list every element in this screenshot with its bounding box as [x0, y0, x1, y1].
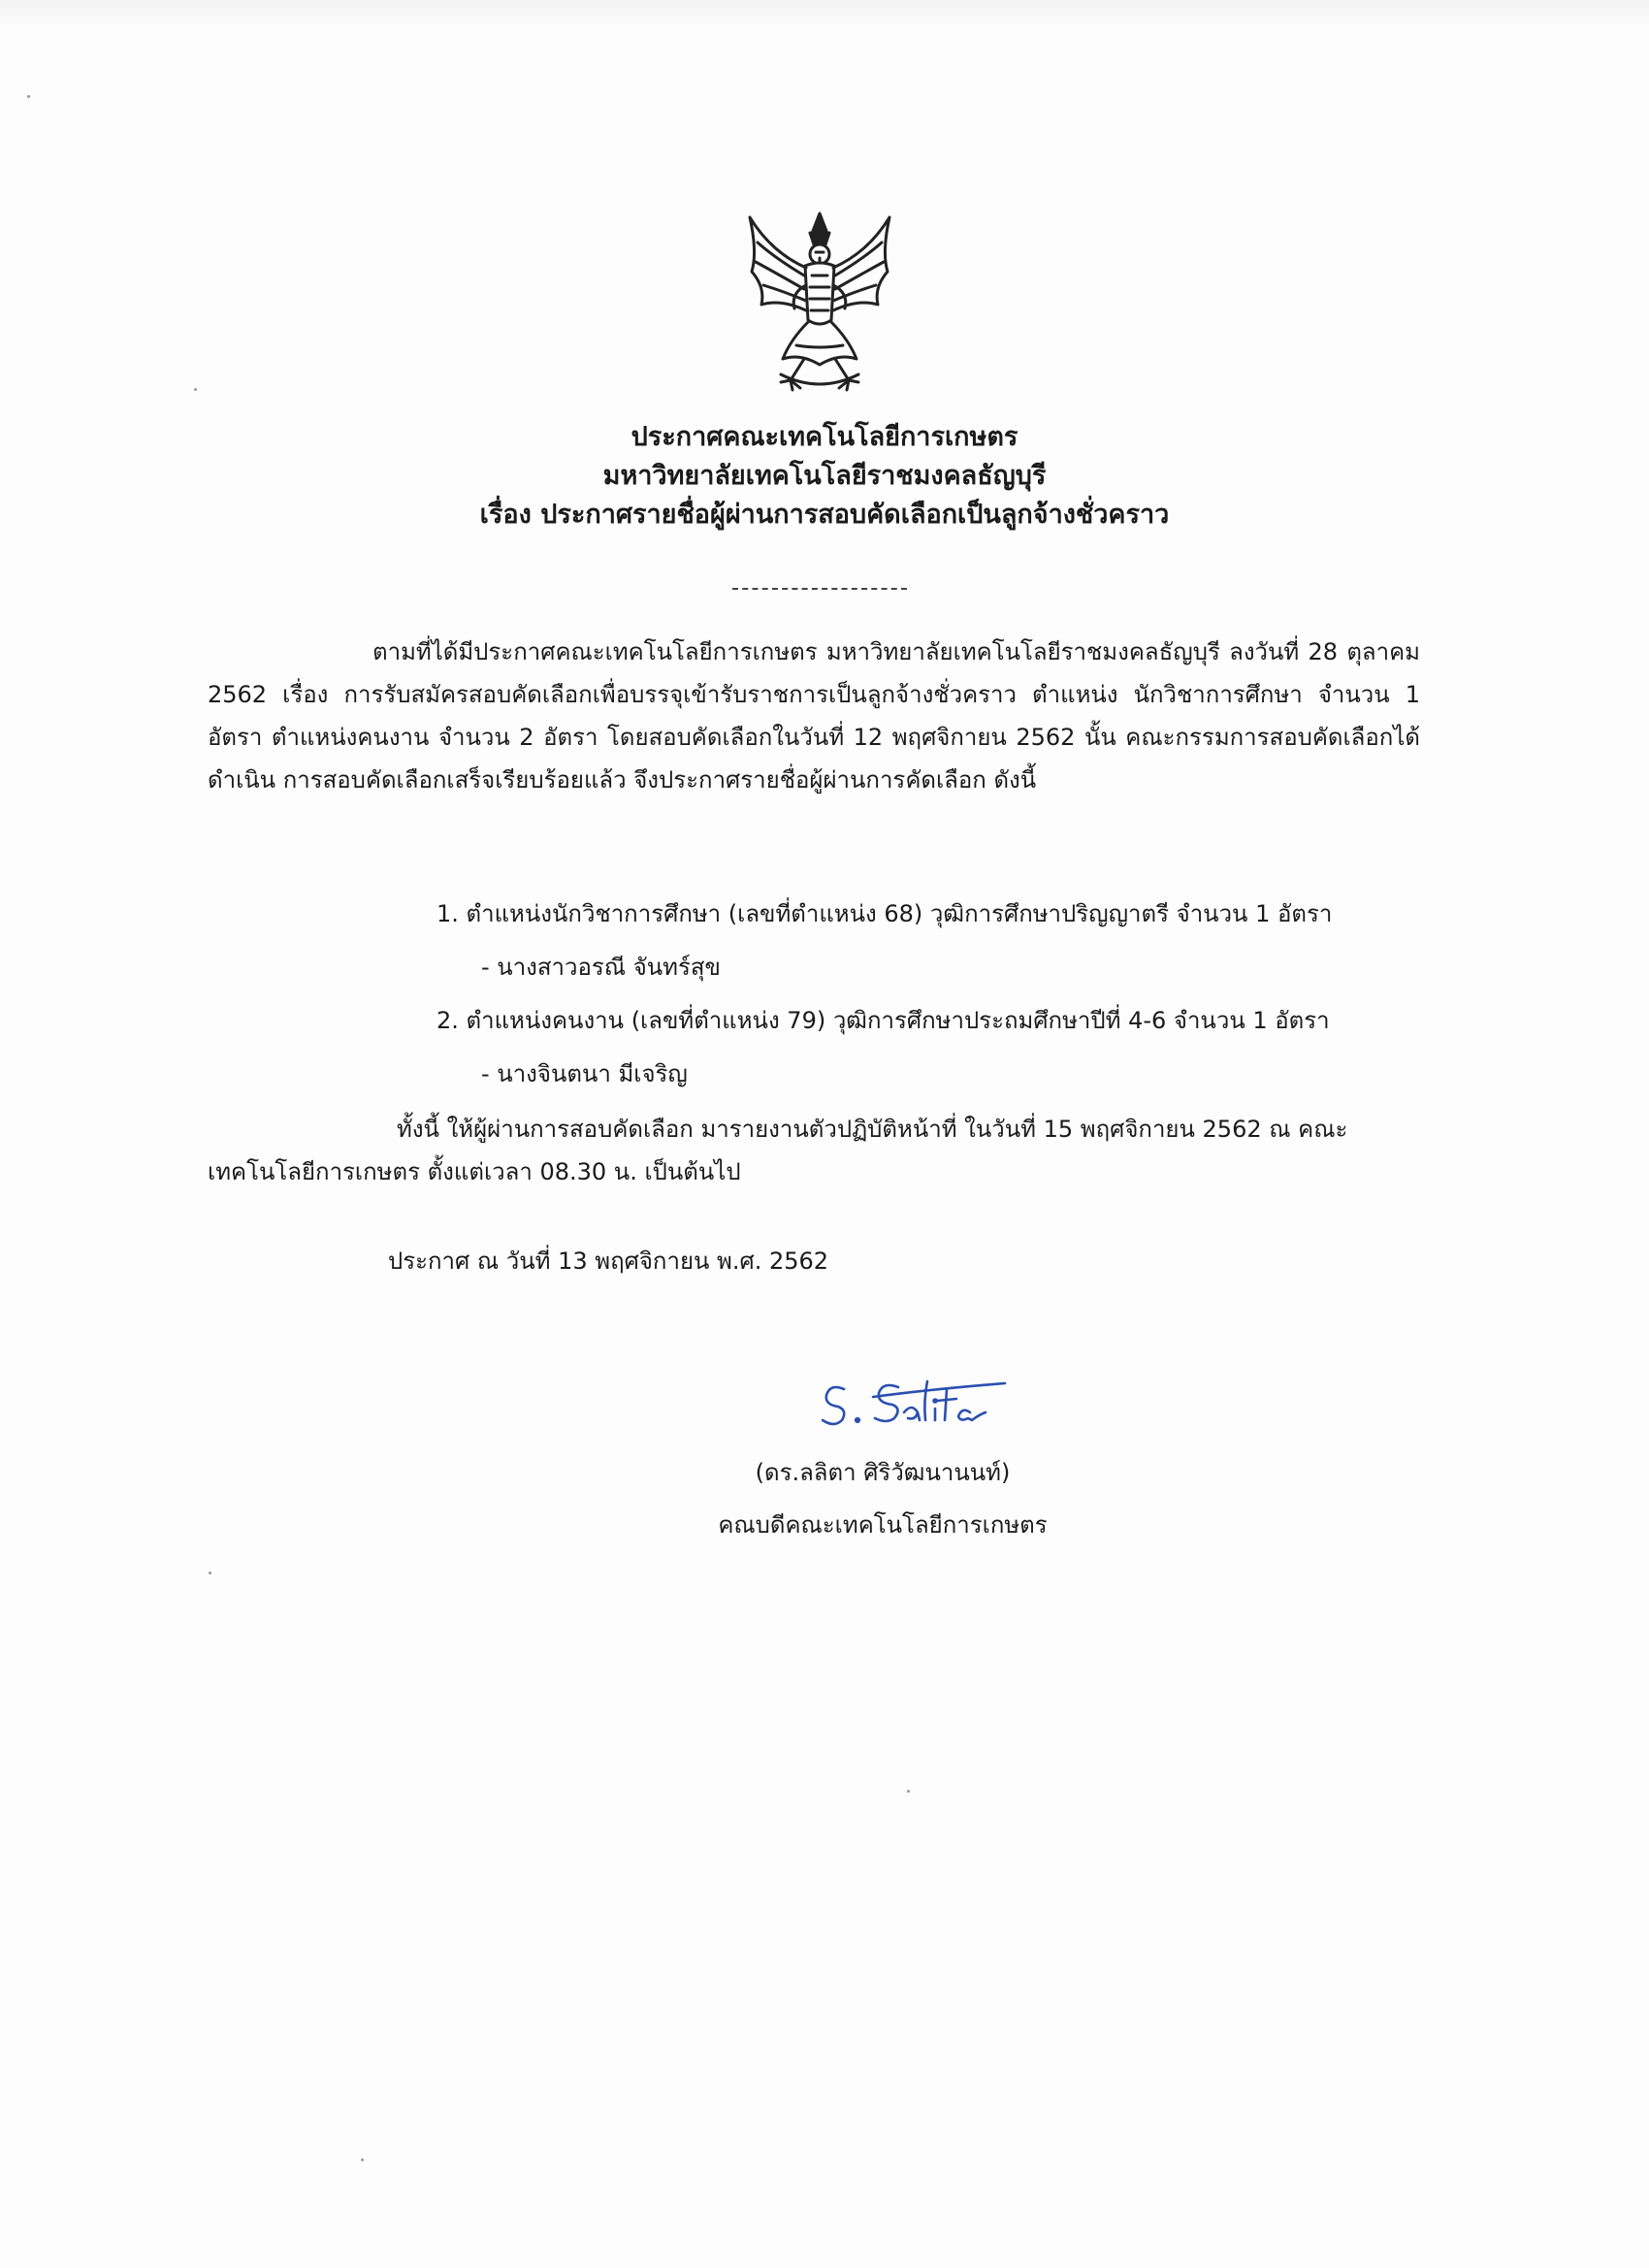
- scan-speck: [907, 1790, 910, 1793]
- header-divider: [732, 588, 907, 590]
- signer-title: คณบดีคณะเทคโนโลยีการเกษตร: [718, 1511, 1048, 1539]
- closing-paragraph-text: ทั้งนี้ ให้ผู้ผ่านการสอบคัดเลือก มารายงานตัวปฏิบัติหน้าที่ ในวันที่ 15 พฤศจิกายน 2562 ณ คณะเทคโนโลยีการเกษตร ตั้งแต่เวลา 08.30 น. เป็นต้นไป: [208, 1116, 1348, 1185]
- item-position-1: 1. ตำแหน่งนักวิชาการศึกษา (เลขที่ตำแหน่ง 68) วุฒิการศึกษาปริญญาตรี จำนวน 1 อัตรา: [436, 900, 1333, 927]
- scan-speck: [209, 1571, 211, 1574]
- item-position-2: 2. ตำแหน่งคนงาน (เลขที่ตำแหน่ง 79) วุฒิการศึกษาประถมศึกษาปีที่ 4-6 จำนวน 1 อัตรา: [436, 1007, 1330, 1034]
- header-line-faculty: ประกาศคณะเทคโนโลยีการเกษตร: [630, 422, 1018, 452]
- scan-speck: [27, 95, 30, 98]
- announcement-header: [291, 419, 1358, 535]
- item-name-1: - นางสาวอรณี จันทร์สุข: [481, 954, 721, 981]
- scan-speck: [194, 388, 197, 391]
- header-line-university: มหาวิทยาลัยเทคโนโลยีราชมงคลธัญบุรี: [602, 461, 1047, 491]
- closing-paragraph: [208, 1108, 1420, 1193]
- garuda-emblem-icon: [723, 204, 917, 398]
- signature-icon: [815, 1368, 1028, 1436]
- scan-speck: [361, 2158, 364, 2161]
- signer-name: (ดร.ลลิตา ศิริวัฒนานนท์): [755, 1459, 1011, 1486]
- body-paragraph: [208, 631, 1420, 801]
- item-name-2: - นางจินตนา มีเจริญ: [481, 1060, 688, 1087]
- announcement-date: ประกาศ ณ วันที่ 13 พฤศจิกายน พ.ศ. 2562: [388, 1247, 829, 1275]
- scan-edge: [0, 0, 1649, 29]
- body-paragraph-text: ตามที่ได้มีประกาศคณะเทคโนโลยีการเกษตร มหาวิทยาลัยเทคโนโลยีราชมงคลธัญบุรี ลงวันที่ 28 ตุลาคม 2562 เรื่อง การรับสมัครสอบคัดเลือกเพื่อบรรจุเข้ารับราชการเป็นลูกจ้างชั่วคราว ตำแหน่ง นักวิชาการศึกษา จำนวน 1 อัตรา ตำแหน่งคนงาน จำนวน 2 อัตรา โดยสอบคัดเลือกในวันที่ 12 พฤศจิกายน 2562 นั้น คณะกรรมการสอบคัดเลือกได้ดำเนิน การสอบคัดเลือกเสร็จเรียบร้อยแล้ว จึงประกาศรายชื่อผู้ผ่านการคัดเลือก ดังนี้: [208, 638, 1420, 794]
- header-subject: เรื่อง ประกาศรายชื่อผู้ผ่านการสอบคัดเลือกเป็นลูกจ้างชั่วคราว: [479, 500, 1170, 530]
